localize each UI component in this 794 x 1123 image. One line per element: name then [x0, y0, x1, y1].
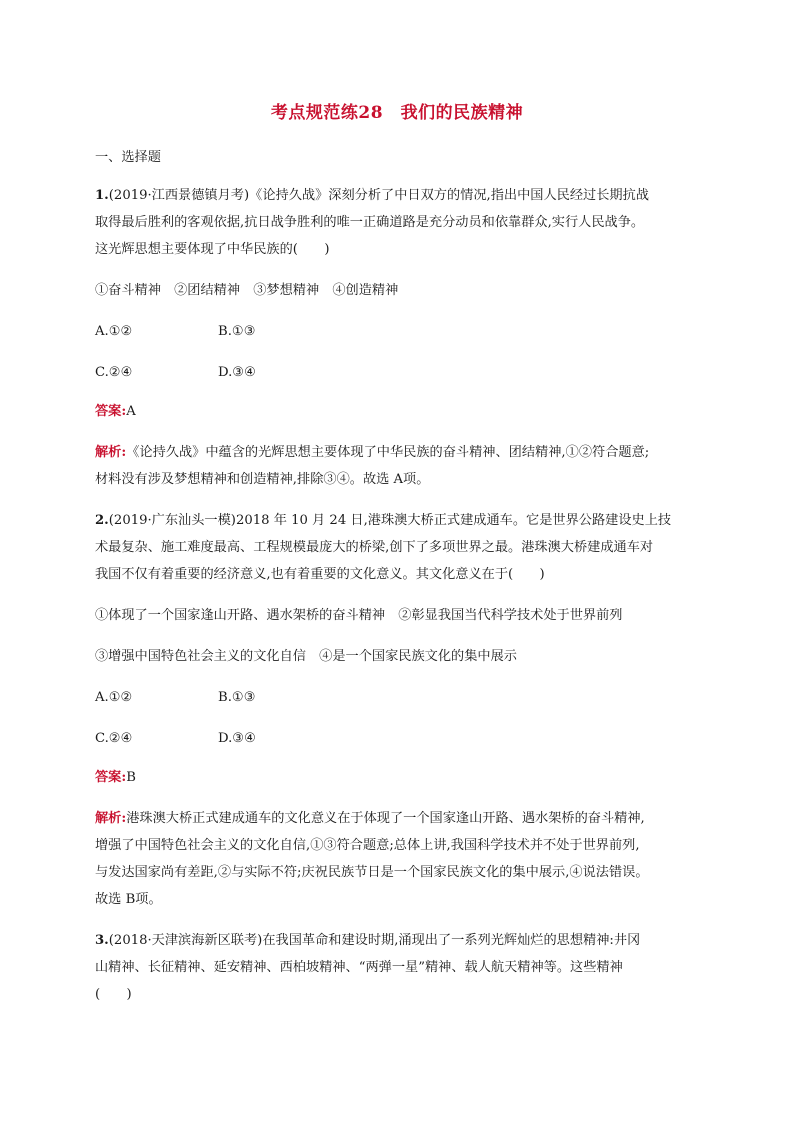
q1-number: 1. [95, 188, 109, 203]
q1-items: ①奋斗精神 ②团结精神 ③梦想精神 ④创造精神 [95, 283, 399, 298]
q2-analysis-line-2: 增强了中国特色社会主义的文化自信,①③符合题意;总体上讲,我国科学技术并不处于世界前列, [95, 838, 640, 853]
q2-items-line-1: ①体现了一个国家逢山开路、遇水架桥的奋斗精神 ②彰显我国当代科学技术处于世界前列 [95, 608, 623, 623]
q1-analysis-label: 解析: [95, 445, 127, 460]
q2-number: 2. [95, 513, 109, 528]
q1-stem-line-1 [95, 186, 715, 206]
q2-stem-line-3: 我国不仅有着重要的经济意义,也有着重要的文化意义。其文化意义在于( ) [95, 567, 545, 582]
q1-option-a: A.①② [95, 324, 133, 339]
q1-analysis-line-1 [95, 443, 715, 463]
q2-analysis-text-1: 港珠澳大桥正式建成通车的文化意义在于体现了一个国家逢山开路、遇水架桥的奋斗精神, [126, 811, 645, 826]
q1-analysis-text-1: 《论持久战》中蕴含的光辉思想主要体现了中华民族的奋斗精神、团结精神,①②符合题意; [126, 445, 650, 460]
q2-option-a: A.①② [95, 690, 133, 705]
q1-option-b: B.①③ [218, 324, 256, 339]
q2-option-c: C.②④ [95, 731, 133, 746]
page-title: 考点规范练28 我们的民族精神 [270, 103, 524, 123]
q1-option-d: D.③④ [218, 365, 256, 380]
q2-option-d: D.③④ [218, 731, 256, 746]
q2-stem-line-2: 术最复杂、施工难度最高、工程规模最庞大的桥梁,创下了多项世界之最。港珠澳大桥建成通车对 [95, 540, 654, 555]
q2-answer [95, 768, 715, 788]
q2-analysis-line-4: 故选 B项。 [95, 892, 162, 907]
q1-answer-label: 答案: [95, 404, 127, 419]
q2-items-line-2: ③增强中国特色社会主义的文化自信 ④是一个国家民族文化的集中展示 [95, 649, 517, 664]
q3-stem-line-2: 山精神、长征精神、延安精神、西柏坡精神、“两弹一星”精神、载人航天精神等。这些精神 [95, 960, 623, 975]
q2-analysis-label: 解析: [95, 811, 127, 826]
q1-option-c: C.②④ [95, 365, 133, 380]
q3-number: 3. [95, 933, 109, 948]
q2-stem-text-1: (2019·广东汕头一模)2018 年 10 月 24 日,港珠澳大桥正式建成通车。它是世界公路建设史上技 [108, 513, 672, 528]
q2-analysis-line-3: 与发达国家尚有差距,②与实际不符;庆祝民族节日是一个国家民族文化的集中展示,④说法错误。 [95, 865, 649, 880]
q2-option-b: B.①③ [218, 690, 256, 705]
q3-stem-text-1: (2018·天津滨海新区联考)在我国革命和建设时期,涌现出了一系列光辉灿烂的思想精神:井冈 [108, 933, 641, 948]
section-heading: 一、选择题 [95, 150, 161, 165]
q1-stem-line-2: 取得最后胜利的客观依据,抗日战争胜利的唯一正确道路是充分动员和依靠群众,实行人民战争。 [95, 215, 645, 230]
q2-stem-line-1 [95, 511, 715, 531]
q1-answer-value: A [126, 404, 136, 419]
q2-answer-value: B [126, 770, 136, 785]
q2-answer-label: 答案: [95, 770, 127, 785]
q1-answer [95, 402, 715, 422]
q3-stem-line-3: ( ) [95, 987, 132, 1002]
q2-analysis-line-1 [95, 809, 715, 829]
q1-stem-text-1: (2019·江西景德镇月考)《论持久战》深刻分析了中日双方的情况,指出中国人民经过长期抗战 [108, 188, 649, 203]
q1-analysis-line-2: 材料没有涉及梦想精神和创造精神,排除③④。故选 A项。 [95, 472, 430, 487]
q1-stem-line-3: 这光辉思想主要体现了中华民族的( ) [95, 242, 330, 257]
q3-stem-line-1 [95, 931, 715, 951]
